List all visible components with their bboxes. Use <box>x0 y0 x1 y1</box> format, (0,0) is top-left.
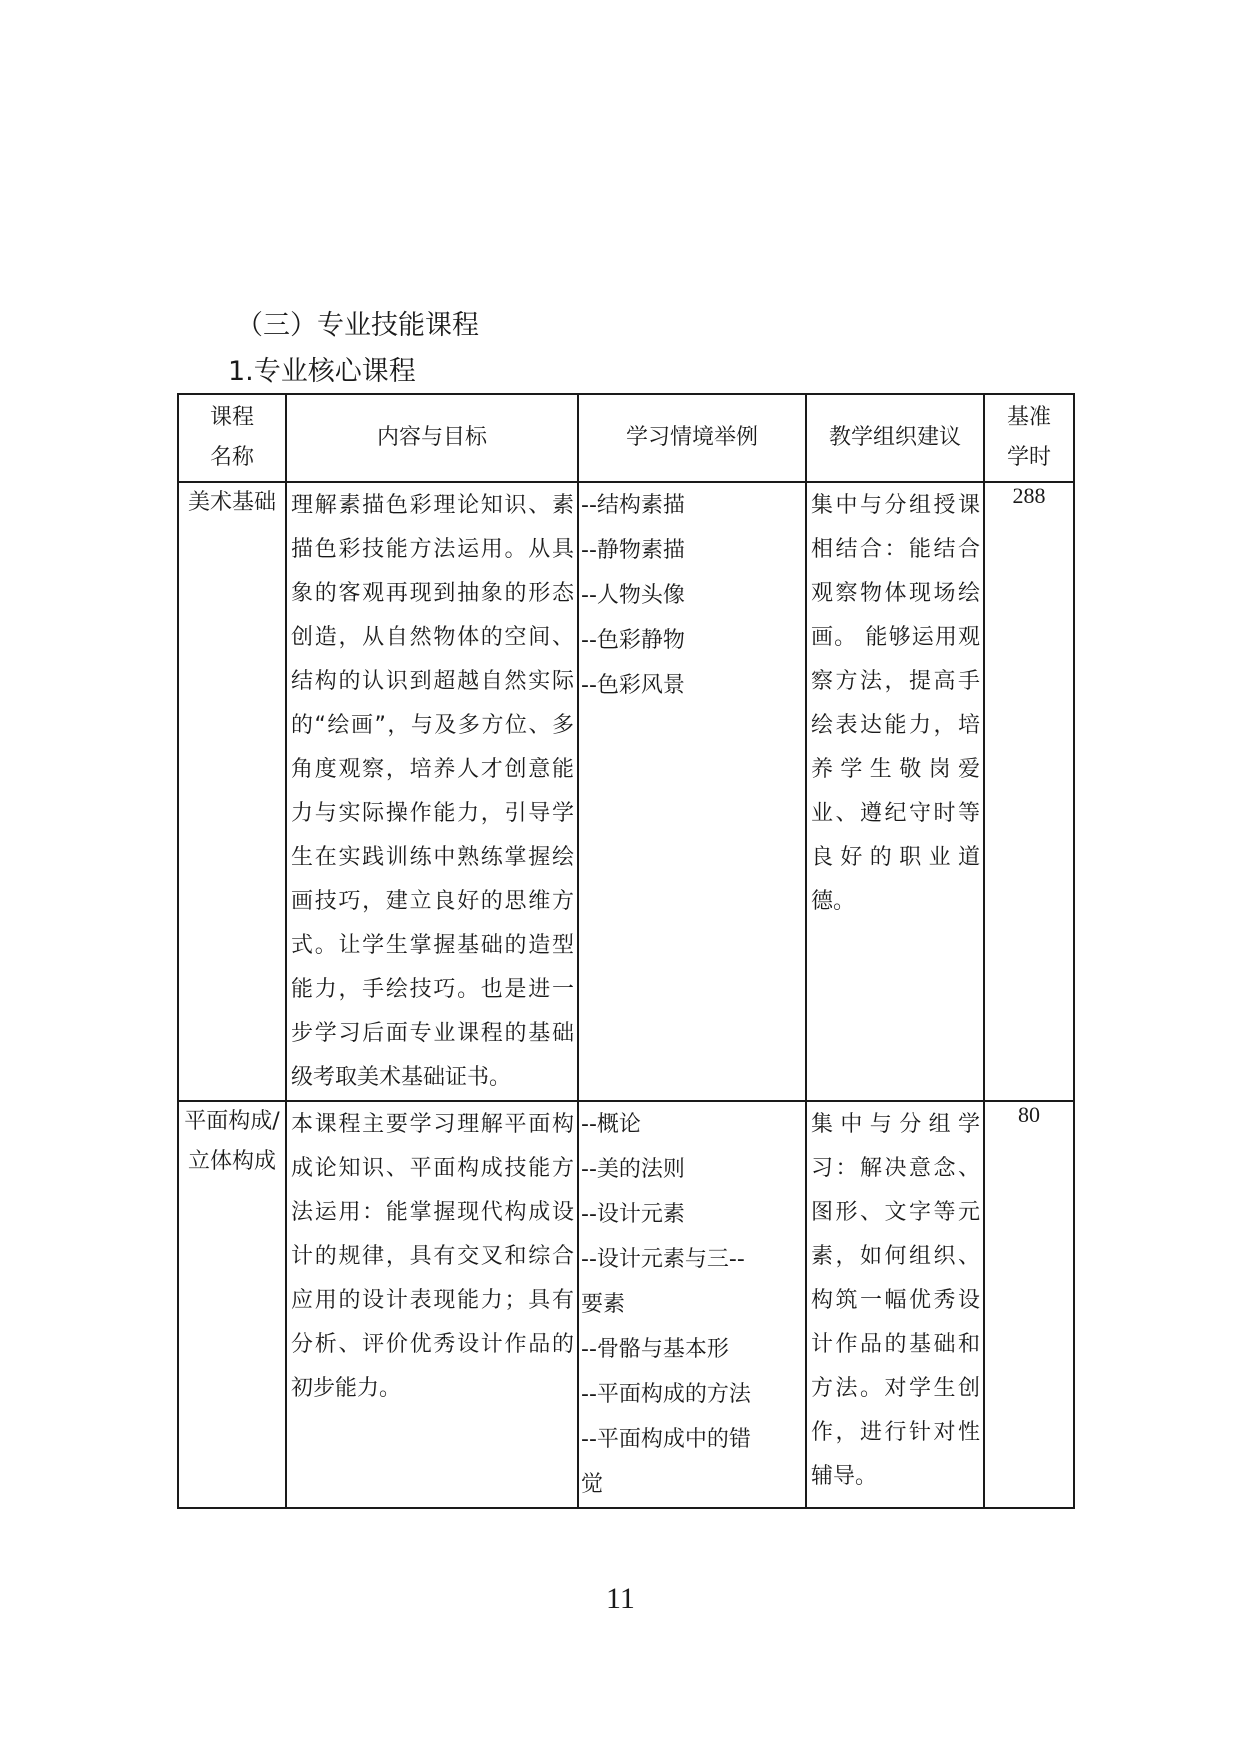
course-table <box>177 393 1075 1509</box>
situation-item: --人物头像 <box>581 583 685 608</box>
situations-cell <box>578 1101 806 1508</box>
content-goals-text: 本课程主要学习理解平面构成论知识、平面构成技能方法运用：能掌握现代构成设计的规律，具有交叉和综合应用的设计表现能力；具有分析、评价优秀设计作品的初步能力。 <box>291 1112 574 1401</box>
situation-item: --静物素描 <box>581 538 685 563</box>
situation-item: --色彩风景 <box>581 673 685 698</box>
situation-item: --骨骼与基本形 <box>581 1337 729 1362</box>
situation-item: 觉 <box>581 1472 604 1497</box>
situation-item: --平面构成中的错 <box>581 1427 751 1452</box>
course-name-cell: 美术基础 <box>178 482 286 1101</box>
page-number: 11 <box>606 1582 635 1615</box>
table-row <box>178 1101 1074 1508</box>
content-goals-cell <box>286 1101 578 1508</box>
table-header-row <box>178 394 1074 482</box>
hours-cell: 80 <box>984 1101 1074 1508</box>
teaching-org-cell <box>806 482 984 1101</box>
content-goals-text: 理解素描色彩理论知识、素描色彩技能方法运用。从具象的客观再现到抽象的形态创造，从自然物体的空间、结构的认识到超越自然实际的“绘画”，与及多方位、多角度观察，培养人才创意能力与实际操作能力，引导学生在实践训练中熟练掌握绘画技巧，建立良好的思维方式。让学生掌握基础的造型能力，手绘技巧。也是进一步学习后面专业课程的基础级考取美术基础证书。 <box>291 493 574 1090</box>
teaching-org-cell <box>806 1101 984 1508</box>
table-row <box>178 482 1074 1101</box>
teaching-org-text: 集中与分组学习：解决意念、图形、文字等元素，如何组织、构筑一幅优秀设计作品的基础和方法。对学生创作，进行针对性辅导。 <box>811 1112 980 1489</box>
content-goals-cell <box>286 482 578 1101</box>
subsection-heading: 1.专业核心课程 <box>228 356 416 387</box>
situation-item: 要素 <box>581 1292 626 1317</box>
header-situations: 学习情境举例 <box>578 394 806 482</box>
situation-item: --平面构成的方法 <box>581 1382 751 1407</box>
header-content-goals: 内容与目标 <box>286 394 578 482</box>
situations-cell <box>578 482 806 1101</box>
header-teaching-org: 教学组织建议 <box>806 394 984 482</box>
situation-item: --色彩静物 <box>581 628 685 653</box>
teaching-org-text: 集中与分组授课相结合：能结合观察物体现场绘画。 能够运用观察方法，提高手绘表达能力，培养学生敬岗爱业、遵纪守时等良好的职业道德。 <box>811 493 980 914</box>
situation-item: --结构素描 <box>581 493 685 518</box>
header-hours: 基准学时 <box>984 394 1074 482</box>
section-heading: （三）专业技能课程 <box>236 310 479 341</box>
hours-cell: 288 <box>984 482 1074 1101</box>
situation-item: --概论 <box>581 1112 641 1137</box>
situation-item: --设计元素 <box>581 1202 685 1227</box>
situation-item: --设计元素与三-- <box>581 1247 745 1272</box>
header-course-name: 课程名称 <box>178 394 286 482</box>
situation-item: --美的法则 <box>581 1157 685 1182</box>
course-name-cell: 平面构成/立体构成 <box>178 1101 286 1508</box>
